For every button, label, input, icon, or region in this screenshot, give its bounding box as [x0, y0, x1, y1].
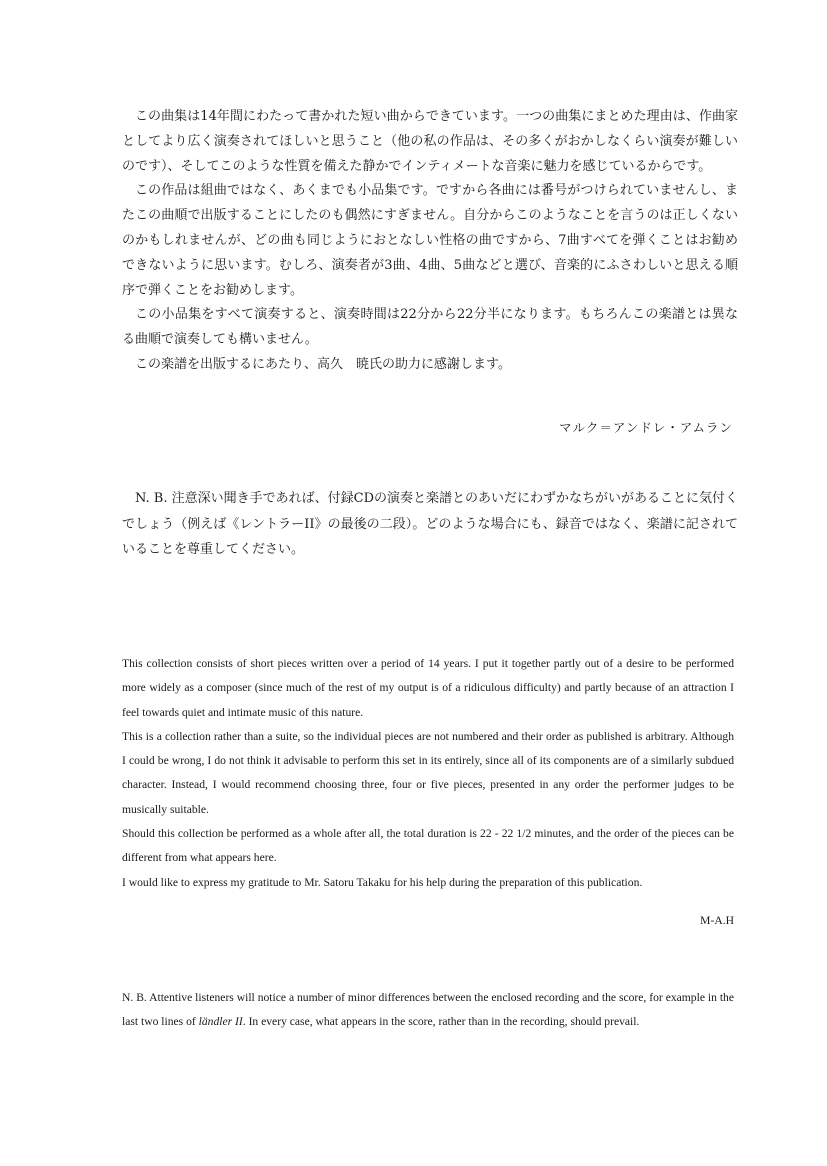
jp-paragraph-1: この曲集は14年間にわたって書かれた短い曲からできています。一つの曲集にまとめた理由は、作曲家としてより広く演奏されてほしいと思うこと（他の私の作品は、その多くがおかしなくらい演奏が難しいのです）、そしてこのような性質を備えた静かでインティメートな音楽に魅力を感じているからです。: [122, 109, 738, 174]
jp-signature: マルク＝アンドレ・アムラン: [559, 420, 733, 435]
english-preface: [122, 652, 734, 895]
en-note-text-end: . In every case, what appears in the score, rather than in the recording, should prevail.: [242, 1015, 640, 1029]
japanese-preface: [122, 105, 738, 378]
jp-note: N. B. 注意深い聞き手であれば、付録CDの演奏と楽譜とのあいだにわずかなちがいがあることに気付くでしょう（例えば《レントラーII》の最後の二段）。どのような場合にも、録音ではなく、楽譜に記されていることを尊重してください。: [122, 491, 738, 557]
en-note-piece-title: ländler II: [198, 1015, 243, 1029]
en-paragraph-2: This is a collection rather than a suite, so the individual pieces are not numbered and their order as published is arbitrary. Although I could be wrong, I do not think it advisable to perform this set in its entirely, since all of its components are of a similarly subdued character. Instead, I would recommend choosing three, four or five pieces, presented in any order the performer judges to be musically suitable.: [122, 729, 734, 816]
en-paragraph-1: This collection consists of short pieces written over a period of 14 years. I put it together partly out of a desire to be performed more widely as a composer (since much of the rest of my output is of a ridiculous difficulty) and partly because of an attraction I feel towards quiet and intimate music of this nature.: [122, 657, 734, 719]
jp-paragraph-2: この作品は組曲ではなく、あくまでも小品集です。ですから各曲には番号がつけられていませんし、またこの曲順で出版することにしたのも偶然にすぎません。自分からこのようなことを言うのは正しくないのかもしれませんが、どの曲も同じようにおとなしい性格の曲ですから、7曲すべてを弾くことはお勧めできないように思います。むしろ、演奏者が3曲、4曲、5曲などと選び、音楽的にふさわしいと思える順序で弾くことをお勧めします。: [122, 183, 738, 298]
en-paragraph-3: Should this collection be performed as a whole after all, the total duration is 22 - 22 1/2 minutes, and the order of the pieces can be different from what appears here.: [122, 827, 734, 865]
jp-paragraph-3: この小品集をすべて演奏すると、演奏時間は22分から22分半になります。もちろんこの楽譜とは異なる曲順で演奏しても構いません。: [122, 307, 738, 348]
en-paragraph-4: I would like to express my gratitude to Mr. Satoru Takaku for his help during the preparation of this publication.: [122, 875, 643, 889]
jp-paragraph-4: この楽譜を出版するにあたり、高久 暁氏の助力に感謝します。: [135, 356, 511, 372]
en-signature: M-A.H: [700, 914, 734, 927]
en-note: [122, 986, 734, 1035]
en-note-text-start: N. B. Attentive listeners will notice a number of minor differences between the enclosed recording and the score, for example in the last two lines of: [122, 991, 734, 1029]
